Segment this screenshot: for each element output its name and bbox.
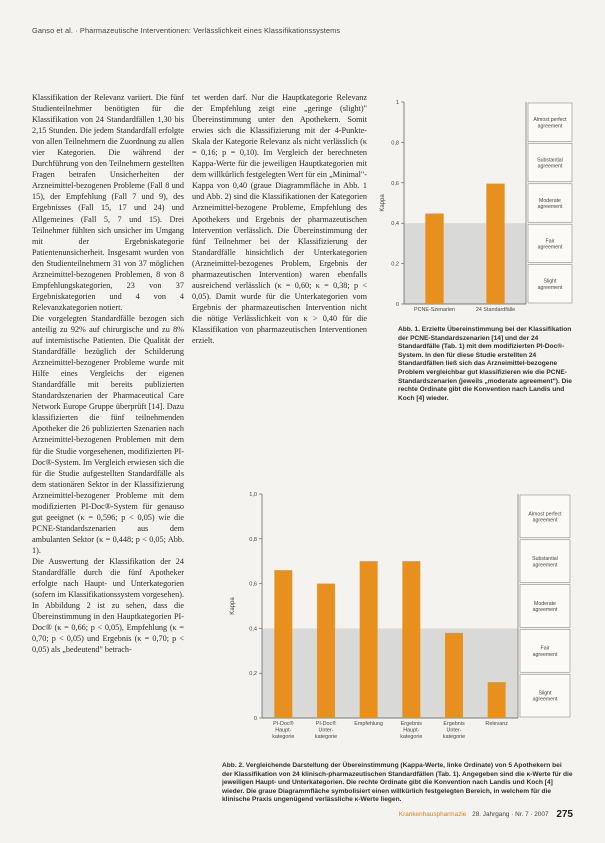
agreement-band-label [537, 158, 563, 170]
running-header: Ganso et al. · Pharmazeutische Interventionen: Verlässlichkeit eines Klassifikationssystems [32, 26, 341, 35]
x-tick-label-line: Haupt- [275, 727, 292, 734]
agreement-band-label-line: agreement [532, 517, 558, 524]
x-tick-label-line: Ergebnis [443, 721, 465, 727]
agreement-band-label-line: Slight [543, 278, 557, 285]
agreement-band-label [533, 601, 558, 613]
x-tick-label [315, 720, 337, 740]
x-tick-label-line: Haupt- [403, 727, 420, 734]
shaded-region [262, 628, 518, 718]
agreement-band-label [533, 117, 567, 129]
x-tick-label [476, 307, 515, 313]
y-tick-label: 0 [395, 302, 399, 308]
x-tick-label-line: kategorie [272, 733, 295, 740]
x-tick-label-line: Empfehlung [354, 721, 384, 727]
y-tick-label: 1,0 [249, 492, 257, 498]
y-tick-label: 0 [253, 716, 257, 722]
bar [317, 584, 335, 718]
y-tick-label: 0,8 [249, 536, 257, 543]
agreement-band-label-line: Moderate [539, 197, 561, 204]
agreement-band-label [538, 198, 563, 210]
figure-2-svg [222, 486, 573, 756]
agreement-band-label-line: agreement [532, 651, 558, 658]
x-tick-label-line: 24 Standardfälle [475, 307, 516, 313]
agreement-band-label-line: Almost perfect [528, 511, 562, 518]
y-tick-label: 0,6 [391, 180, 399, 187]
agreement-band-label-line: Substantial [532, 556, 558, 563]
shaded-region [404, 223, 526, 304]
agreement-band-label-line: agreement [537, 284, 563, 291]
paragraph: Die vorgelegten Standardfälle bezogen sich anteilig zu 92% auf chirurgische und zu 8% auf internistische Patienten. Die Qualität der Standardfälle bezüglich der Schilderung Arzneimittel-bezogener Probleme wurde mit Hilfe eines Vergleichs der eigenen Standardfälle mit bereits publizierten Standardszenarien der Pharmaceutical Care Network Europe Gruppe überprüft [14]. Dazu klassifizierten die fünf teilnehmenden Apotheker die 26 publizierten Szenarien nach Arzneimittel-bezogenen Problemen mit dem für die Studie vorgesehenen, modifizierten PI-Doc®-System. Im Vergleich erwiesen sich die für die Studie aufgestellten Standardfälle als dem stationären Sektor in der Klassifizierung Arzneimittel-bezogener Probleme mit dem modifizierten PI-Doc®-System für genauso gut geeignet (κ = 0,596; p < 0,05) wie die PCNE-Standardszenarien aus dem ambulanten Sektor (κ = 0,448; p < 0,05; Abb. 1). [32, 313, 184, 555]
agreement-band-label [528, 511, 562, 523]
x-tick-label [443, 721, 465, 740]
y-tick-label: 0,2 [391, 261, 399, 268]
x-tick-label-line: PI-Doc® [315, 721, 337, 727]
y-axis-label: Kappa [380, 194, 386, 212]
x-tick-label [414, 307, 455, 313]
agreement-band-label-line: agreement [532, 562, 558, 569]
agreement-band-label-line: Moderate [534, 600, 556, 607]
y-tick-label: 0,8 [391, 140, 399, 147]
figure-2-caption: Abb. 2. Vergleichende Darstellung der Übereinstimmung (Kappa-Werte, linke Ordinate) von 5 Apothekern bei der Klassifikation von 24 klinisch-pharmazeutischen Standardfällen (Tab. 1). Angegeben sind die κ-Werte für die jeweiligen Haupt- und Unterkategorien. Die rechte Ordinate gibt die Konvention nach Landis und Koch [4] wieder. Die graue Diagrammfläche symbolisiert einen willkürlich festgelegten Bereich, in welchem für die klinische Praxis ungenügend verlässliche κ-Werte liegen. [222, 762, 573, 804]
x-tick-label-line: Ergebnis [400, 721, 422, 727]
agreement-band-label-line: agreement [537, 204, 563, 211]
bar [486, 184, 504, 304]
agreement-band-label-line: Substantial [537, 157, 563, 164]
x-tick-label-line: PI-Doc® [273, 721, 294, 727]
agreement-band-label [532, 556, 558, 568]
bar [445, 633, 463, 718]
page-footer [399, 809, 573, 820]
y-tick-label: 1 [395, 100, 399, 106]
paragraph: Die Auswertung der Klassifikation der 24 Standardfälle durch die fünf Apotheker erfolgte nach Haupt- und Unterkategorien (sofern im Klassifikationssystem vorgesehen). In Abbildung 2 ist zu sehen, dass die Übereinstimmung in den Hauptkategorien PI-Doc® (κ = 0,66; p < 0,05), Empfehlung (κ = 0,70; p < 0,05) und Ergebnis (κ = 0,70; p < 0,05) als „bedeutend" betrach- [32, 556, 184, 655]
bar [425, 214, 443, 304]
bar [402, 561, 420, 718]
body-column-2 [192, 92, 367, 346]
bar [488, 682, 506, 718]
agreement-band-label-line: Almost perfect [533, 117, 567, 124]
y-tick-label: 0,4 [249, 626, 257, 633]
x-tick-label [400, 721, 422, 740]
y-axis-label: Kappa [230, 597, 236, 615]
x-tick-label-line: Relevanz [485, 721, 508, 727]
agreement-band-label-line: agreement [537, 244, 563, 251]
agreement-band-label-line: Slight [538, 690, 552, 697]
body-column-1 [32, 92, 184, 655]
agreement-band-label-line: Fair [540, 645, 550, 652]
bar [360, 561, 378, 718]
y-tick-label: 0,6 [249, 581, 257, 588]
agreement-band-label-line: agreement [537, 123, 563, 130]
figure-1-chart [376, 92, 574, 314]
agreement-band-label-line: agreement [532, 696, 558, 703]
figure-1-caption: Abb. 1. Erzielte Übereinstimmung bei der Klassifikation der PCNE-Standardszenarien [14] und der 24 Standardfälle (Tab. 1) mit dem modifizierten PI-Doc®-System. In den für diese Studie erstellten 24 Standardfällen ließ sich das Arzneimittel-bezogene Problem vergleichbar gut klassifizieren wie die PCNE-Standardszenarien (jeweils „moderate agreement"). Die rechte Ordinate gibt die Konvention nach Landis und Koch [4] wieder. [398, 326, 572, 402]
paragraph: tet werden darf. Nur die Hauptkategorie Relevanz der Empfehlung zeigt eine „geringe (slight)" Übereinstimmung unter den Apothekern. Somit erwies sich die Klassifizierung mit der 4-Punkte-Skala der Kategorie Relevanz als nicht verlässlich (κ = 0,16; p = 0,10). Im Vergleich der berechneten Kappa-Werte für die jeweiligen Hauptkategorien mit dem willkürlich festgelegten Wert für ein „Minimal"-Kappa von 0,40 (graue Diagrammfläche in Abb. 1 und Abb. 2) sind die Klassifikationen der Kategorien Arzneimittel-bezogene Probleme, Empfehlung des Apothekers und Ergebnis der pharmazeutischen Intervention verlässlich. Die Übereinstimmung der fünf Teilnehmer bei der Klassifizierung der Standardfälle hinsichtlich der Unterkategorien (Arzneimittel-bezogenes Problem, Ergebnis der pharmazeutischen Intervention) waren ebenfalls ausreichend verlässlich (κ = 0,60; κ = 0,38; p < 0,05). Damit wurde für die Unterkategorien vom Ergebnis der pharmazeutischen Intervention nicht die nötige Verlässlichkeit von κ > 0,40 für die Klassifikation von pharmazeutischen Interventionen erzielt. [192, 93, 367, 346]
page-number: 275 [556, 809, 573, 820]
bar [274, 570, 292, 718]
x-tick-label-line: PCNE-Szenarien [413, 307, 456, 313]
figure-1-svg [376, 92, 574, 314]
journal-volume: 28. Jahrgang · Nr. 7 · 2007 [472, 811, 549, 818]
agreement-band-label-line: agreement [537, 163, 563, 170]
x-tick-label [485, 721, 508, 727]
x-tick-label [354, 721, 383, 727]
agreement-band-label-line: agreement [532, 607, 558, 614]
y-tick-label: 0,2 [249, 671, 257, 678]
figure-2-chart [222, 486, 573, 756]
agreement-band-label-line: Fair [545, 238, 555, 245]
paragraph: Klassifikation der Relevanz variiert. Die fünf Studienteilnehmer benötigten für die Klassifikation von 24 Standardfällen 1,30 bis 2,15 Stunden. Die jedem Standardfall erfolgte von allen Teilnehmern die Zuordnung zu allen vier Kategorien. Die während der Durchführung von den Teilnehmern gestellten Fragen betrafen Unsicherheiten der Arzneimittel-bezogenen Probleme (Fall 8 und 15), der Empfehlung (Fall 7 und 9), des Ergebnisses (Fall 15, 17 und 24) und Allgemeines (Fall 5, 7 und 15). Drei Teilnehmer fühlten sich unsicher im Umgang mit der Ergebniskategorie Patientenunsicherheit. Insgesamt wurden von den Studienteilnehmern 31 von 37 möglichen Arzneimittel-bezogenen Problemen, 8 von 8 Empfehlungskategorien, 23 von 37 Ergebniskategorien und 4 von 4 Relevanzkategorien notiert. [32, 93, 184, 312]
x-tick-label [272, 720, 294, 740]
journal-name: Krankenhauspharmazie [398, 811, 467, 818]
x-tick-label-line: Unter- [318, 727, 334, 734]
y-tick-label: 0,4 [391, 221, 399, 228]
x-tick-label-line: kategorie [314, 733, 338, 740]
x-tick-label-line: kategorie [400, 733, 423, 740]
x-tick-label-line: kategorie [442, 733, 466, 740]
x-tick-label-line: Unter- [446, 727, 462, 734]
